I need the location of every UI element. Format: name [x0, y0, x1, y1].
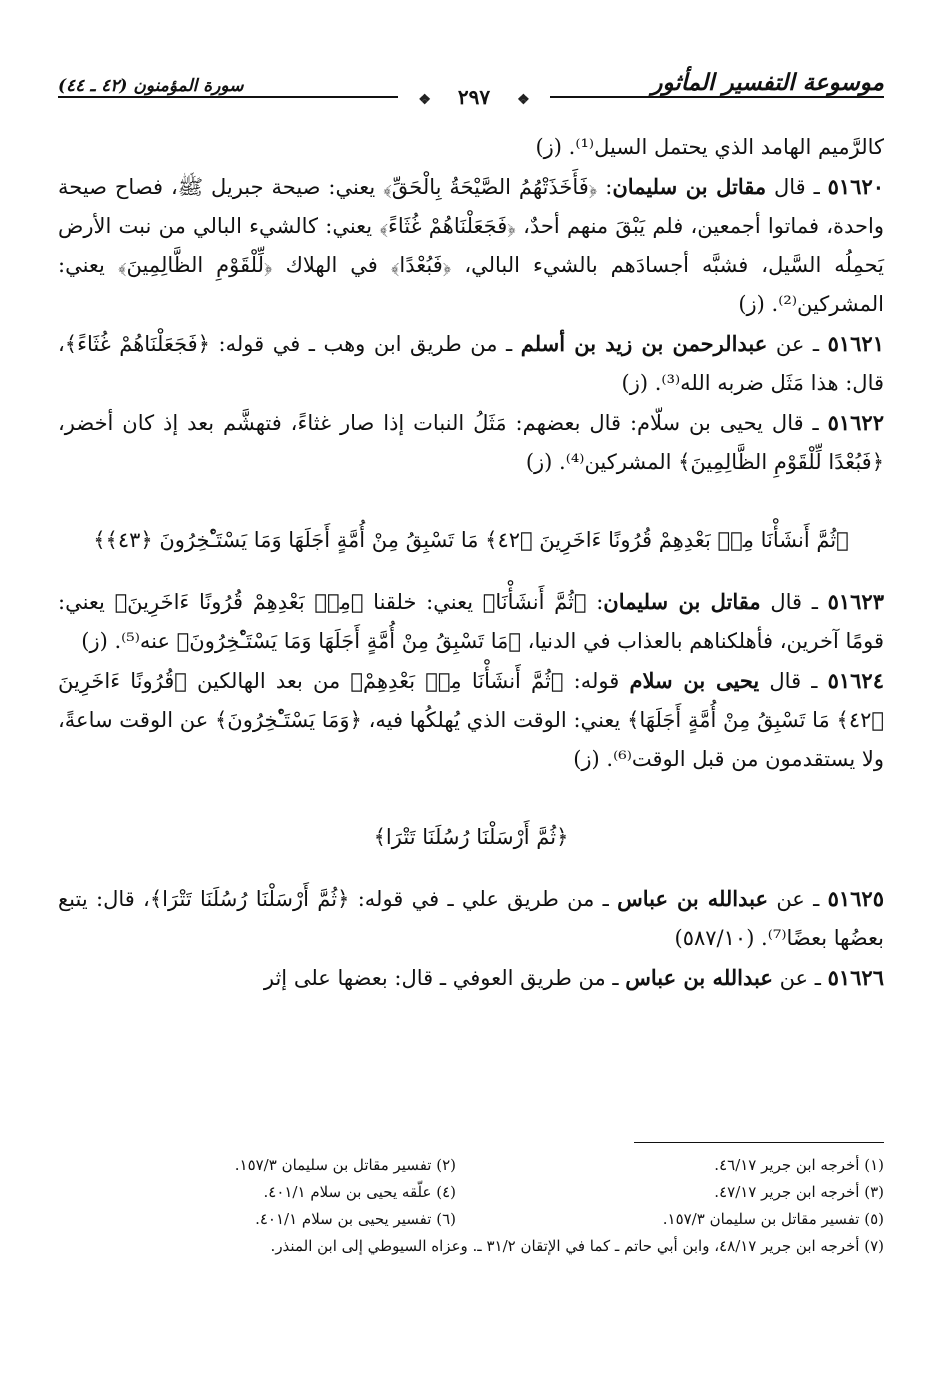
paragraph: [58, 128, 884, 167]
narrator-name: مقاتل بن سليمان: [612, 174, 767, 199]
paragraph-text: : ﴿فَأَخَذَتْهُمُ الصَّيْحَةُ بِالْحَقِّ﴾ يعني: صيحة جبريل ﷺ، فصاح صيحة واحدة، فماتوا أجمعين، فلم يَبْقَ منهم أحدٌ، ﴿فَجَعَلْنَاهُمْ غُثَاءً﴾ يعني: كالشيء البالي من نبت الأرض يَحمِلُه السَّيل، فشبَّه أجسادَهم بالشيء البالي، ﴿فَبُعْدًا﴾ في الهلاك ﴿لِّلْقَوْمِ الظَّالِمِينَ﴾ يعني: المشركين⁽²⁾. (ز): [58, 175, 884, 316]
paragraph-text: ـ من طريق ابن وهب ـ في قوله: ﴿فَجَعَلْنَاهُمْ غُثَاءً﴾، قال: هذا مَثَل ضربه الله⁽³⁾. (ز): [58, 332, 884, 395]
paragraph-text: ـ قال: [766, 175, 828, 199]
narration-number: ٥١٦٢٤: [827, 668, 884, 693]
footnote: (٣) أخرجه ابن جرير ٤٧/١٧.: [714, 1183, 884, 1201]
paragraph: [58, 582, 884, 661]
page-body: [58, 128, 884, 998]
paragraph: [58, 958, 884, 998]
paragraph-text: ـ قال يحيى بن سلّام: قال بعضهم: مَثَلُ النبات إذا صار غثاءً، فتهشَّم بعد إذ كان أخضر، ﴿فَبُعْدًا لِّلْقَوْمِ الظَّالِمِينَ﴾ المشركين⁽⁴⁾. (ز): [58, 411, 884, 474]
book-title: موسوعة التفسير المأثور: [651, 69, 884, 96]
ornament-icon: ❖: [408, 89, 441, 111]
paragraph: [58, 324, 884, 403]
paragraph-text: ـ من طريق علي ـ في قوله: ﴿ثُمَّ أَرْسَلْنَا رُسُلَنَا تَتْرَا﴾، قال: يتبع بعضُها بعضًا⁽⁷⁾. (٥٨٧/١٠): [58, 887, 884, 950]
quran-verse-heading: ﴿ثُمَّ أَنشَأْنَا مِنۢ بَعْدِهِمْ قُرُونًا ءَاخَرِينَ ﴿٤٢﴾ مَا تَسْبِقُ مِنْ أُمَّةٍ أَجَلَهَا وَمَا يَسْتَـْٔخِرُونَ ﴿٤٣﴾﴾: [93, 528, 849, 552]
narrator-name: يحيى بن سلام: [629, 668, 760, 693]
paragraph-text: كالرَّميم الهامد الذي يحتمل السيل⁽¹⁾. (ز): [535, 135, 884, 159]
paragraph: [58, 879, 884, 958]
footnotes: [58, 1152, 884, 1260]
paragraph-text: ـ من طريق العوفي ـ قال: بعضها على إثر: [263, 966, 626, 990]
narration-number: ٥١٦٢٢: [827, 410, 884, 435]
footnote: (٦) تفسير يحيى بن سلام ٤٠١/١.: [255, 1210, 456, 1228]
sura-title: سورة المؤمنون (٤٢ ـ ٤٤): [58, 76, 244, 96]
narration-number: ٥١٦٢١: [827, 331, 884, 356]
paragraph-text: قوله: ﴿ثُمَّ أَنشَأْنَا مِنۢ بَعْدِهِمْ﴾ من بعد الهالكين ﴿قُرُونًا ءَاخَرِينَ ﴿٤٢﴾ مَا تَسْبِقُ مِنْ أُمَّةٍ أَجَلَهَا﴾ يعني: الوقت الذي يُهلكُها فيه، ﴿وَمَا يَسْتَـْٔخِرُونَ﴾ عن الوقت ساعةً، ولا يستقدمون من قبل الوقت⁽⁶⁾. (ز): [58, 669, 884, 771]
paragraph-text: ـ عن: [768, 887, 828, 911]
narrator-name: عبدالرحمن بن زيد بن أسلم: [520, 331, 768, 356]
paragraph-text: ـ قال: [760, 590, 828, 614]
page-number-wrap: [0, 86, 948, 111]
narration-number: ٥١٦٢٦: [827, 965, 884, 990]
narration-number: ٥١٦٢٠: [827, 174, 885, 199]
paragraph: [58, 167, 884, 324]
paragraph-text: ـ قال: [759, 669, 828, 693]
footnote: (١) أخرجه ابن جرير ٤٦/١٧.: [714, 1156, 884, 1174]
narrator-name: مقاتل بن سليمان: [603, 589, 761, 614]
narration-number: ٥١٦٢٣: [827, 589, 884, 614]
paragraph: [58, 661, 884, 779]
narration-number: ٥١٦٢٥: [827, 886, 884, 911]
narrator-name: عبدالله بن عباس: [617, 886, 769, 911]
footnote-separator: [634, 1142, 884, 1143]
quran-verse-heading: ﴿ثُمَّ أَرْسَلْنَا رُسُلَنَا تَتْرَا﴾: [373, 825, 569, 849]
page-number: ٢٩٧: [448, 86, 500, 108]
paragraph-text: ـ عن: [772, 966, 828, 990]
paragraph-text: ـ عن: [767, 332, 828, 356]
paragraph: [58, 403, 884, 482]
paragraph-text: : ﴿ثُمَّ أَنشَأْنَا﴾ يعني: خلقنا ﴿مِنۢ بَعْدِهِمْ قُرُونًا ءَاخَرِينَ﴾ يعني: قومًا آخرين، فأهلكناهم بالعذاب في الدنيا، ﴿مَا تَسْبِقُ مِنْ أُمَّةٍ أَجَلَهَا وَمَا يَسْتَـْٔخِرُونَ﴾ عنه⁽⁵⁾. (ز): [58, 590, 884, 653]
narrator-name: عبدالله بن عباس: [625, 965, 773, 990]
footnote: (٥) تفسير مقاتل بن سليمان ١٥٧/٣.: [662, 1210, 884, 1228]
footnote: (٤) علّقه يحيى بن سلام ٤٠١/١.: [263, 1183, 456, 1201]
footnote: (٧) أخرجه ابن جرير ٤٨/١٧، وابن أبي حاتم ـ كما في الإتقان ٣١/٢ ـ. وعزاه السيوطي إلى ابن المنذر.: [270, 1237, 884, 1255]
ornament-icon: ❖: [507, 89, 540, 111]
footnote: (٢) تفسير مقاتل بن سليمان ١٥٧/٣.: [234, 1156, 456, 1174]
